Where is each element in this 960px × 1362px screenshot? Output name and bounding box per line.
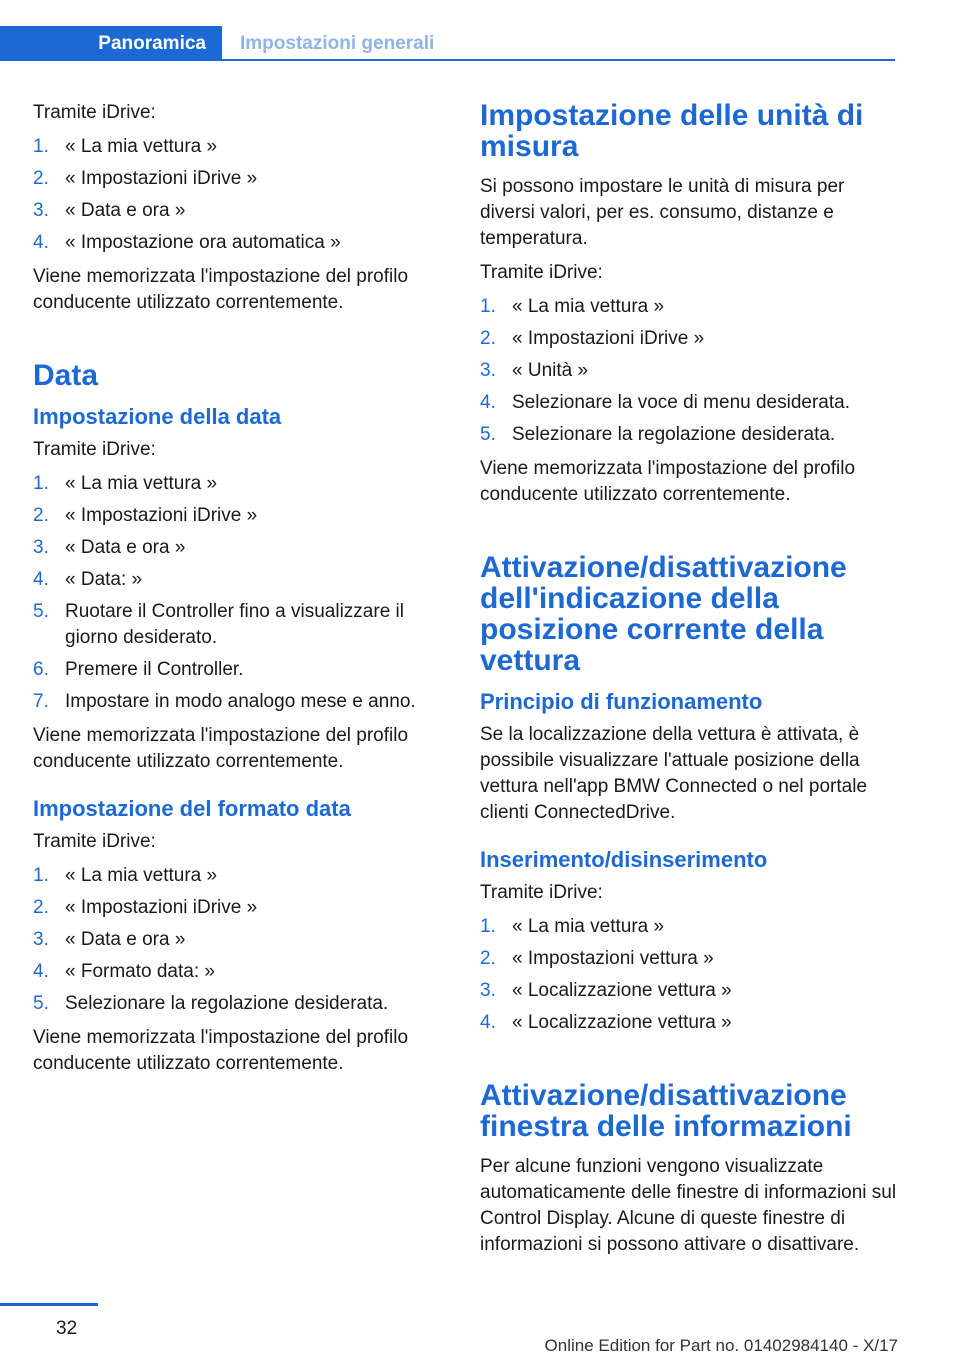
list-item — [480, 978, 900, 1004]
step-number: 2. — [480, 328, 496, 349]
step-number: 1. — [480, 296, 496, 317]
step-text: Selezionare la regolazione desiderata. — [65, 993, 389, 1014]
units-text: Si possono impostare le unità di misura per diversi valori, per es. consumo, distanze e temperatura. — [480, 176, 845, 249]
step-text: « La mia vettura » — [512, 916, 665, 937]
step-number: 4. — [480, 1012, 496, 1033]
principle-heading: Principio di funzionamento — [480, 689, 763, 714]
step-text: « La mia vettura » — [512, 296, 665, 317]
step-number: 1. — [33, 473, 49, 494]
list-item — [33, 657, 443, 683]
step-text: Ruotare il Controller fino a visualizzare il giorno desiderato. — [65, 601, 404, 648]
header-rule — [0, 59, 895, 61]
step-number: 3. — [33, 200, 49, 221]
step-text: « Data e ora » — [65, 200, 186, 221]
units-label: Tramite iDrive: — [480, 262, 603, 283]
units-heading: Impostazione delle unità di misura — [480, 99, 864, 163]
list-item — [33, 991, 443, 1017]
format-heading: Impostazione del formato data — [33, 796, 351, 821]
date-set-label: Tramite iDrive: — [33, 439, 156, 460]
list-item — [33, 535, 443, 561]
step-number: 1. — [480, 916, 496, 937]
step-text: « Unità » — [512, 360, 589, 381]
step-number: 5. — [480, 424, 496, 445]
list-item — [33, 471, 443, 497]
step-number: 3. — [480, 360, 496, 381]
step-number: 2. — [33, 505, 49, 526]
info-heading: Attivazione/disattivazione finestra delle informazioni — [480, 1079, 852, 1143]
units-steps — [480, 294, 900, 448]
list-item — [33, 895, 443, 921]
step-number: 3. — [33, 537, 49, 558]
step-text: « Impostazione ora automatica » — [65, 232, 341, 253]
list-item — [33, 927, 443, 953]
format-note: Viene memorizzata l'impostazione del profilo conducente utilizzato correntemente. — [33, 1027, 409, 1074]
onoff-steps — [480, 914, 900, 1036]
list-item — [480, 358, 900, 384]
step-text: Impostare in modo analogo mese e anno. — [65, 691, 416, 712]
tab-impostazioni-generali[interactable]: Impostazioni generali — [240, 32, 435, 54]
step-text: « Impostazioni iDrive » — [65, 897, 258, 918]
date-set-heading: Impostazione della data — [33, 404, 282, 429]
step-number: 1. — [33, 865, 49, 886]
step-text: « Impostazioni vettura » — [512, 948, 714, 969]
left-column — [33, 100, 443, 1085]
list-item — [33, 503, 443, 529]
step-text: « Data: » — [65, 569, 143, 590]
format-steps — [33, 863, 443, 1017]
onoff-heading: Inserimento/disinserimento — [480, 847, 768, 872]
step-text: « Localizzazione vettura » — [512, 1012, 732, 1033]
tab-panoramica[interactable]: Panoramica — [0, 26, 222, 61]
step-number: 2. — [33, 897, 49, 918]
step-number: 2. — [480, 948, 496, 969]
step-number: 6. — [33, 659, 49, 680]
intro-steps — [33, 134, 443, 256]
step-number: 1. — [33, 136, 49, 157]
date-set-steps — [33, 471, 443, 715]
step-number: 7. — [33, 691, 49, 712]
list-item — [33, 863, 443, 889]
step-number: 2. — [33, 168, 49, 189]
step-text: Premere il Controller. — [65, 659, 244, 680]
data-heading: Data — [33, 359, 99, 392]
step-number: 3. — [33, 929, 49, 950]
step-number: 4. — [33, 961, 49, 982]
step-number: 4. — [33, 569, 49, 590]
step-text: « Data e ora » — [65, 929, 186, 950]
units-note: Viene memorizzata l'impostazione del profilo conducente utilizzato correntemente. — [480, 458, 856, 505]
step-text: « La mia vettura » — [65, 136, 218, 157]
step-text: Selezionare la voce di menu desiderata. — [512, 392, 850, 413]
step-text: « Data e ora » — [65, 537, 186, 558]
list-item — [480, 946, 900, 972]
right-column — [480, 100, 900, 1266]
list-item — [480, 326, 900, 352]
list-item — [33, 599, 443, 651]
page-number: 32 — [56, 1318, 78, 1339]
info-text: Per alcune funzioni vengono visualizzate automaticamente delle finestre di informazioni sul Control Display. Alcune di queste finestre di informazioni si possono attivare o disattivare. — [480, 1156, 897, 1255]
step-number: 3. — [480, 980, 496, 1001]
step-text: « Impostazioni iDrive » — [65, 505, 258, 526]
edition-note: Online Edition for Part no. 01402984140 - X/17 — [544, 1336, 898, 1355]
list-item — [33, 166, 443, 192]
position-heading: Attivazione/disattivazione dell'indicazione della posizione corrente della vettura — [480, 551, 847, 677]
step-text: « Impostazioni iDrive » — [65, 168, 258, 189]
step-text: « Formato data: » — [65, 961, 215, 982]
list-item — [33, 689, 443, 715]
step-text: « La mia vettura » — [65, 865, 218, 886]
step-number: 4. — [480, 392, 496, 413]
list-item — [480, 914, 900, 940]
list-item — [33, 959, 443, 985]
date-set-note: Viene memorizzata l'impostazione del profilo conducente utilizzato correntemente. — [33, 725, 409, 772]
step-text: Selezionare la regolazione desiderata. — [512, 424, 836, 445]
list-item — [480, 390, 900, 416]
intro-label: Tramite iDrive: — [33, 102, 156, 123]
list-item — [33, 230, 443, 256]
step-text: « La mia vettura » — [65, 473, 218, 494]
intro-note: Viene memorizzata l'impostazione del profilo conducente utilizzato correntemente. — [33, 266, 409, 313]
onoff-label: Tramite iDrive: — [480, 882, 603, 903]
page-header — [0, 0, 895, 60]
list-item — [480, 422, 900, 448]
principle-text: Se la localizzazione della vettura è attivata, è possibile visualizzare l'attuale posizione della vettura nell'app BMW Connected o nel portale clienti ConnectedDrive. — [480, 724, 868, 823]
list-item — [480, 294, 900, 320]
step-number: 5. — [33, 601, 49, 622]
step-text: « Impostazioni iDrive » — [512, 328, 705, 349]
step-number: 4. — [33, 232, 49, 253]
format-label: Tramite iDrive: — [33, 831, 156, 852]
footer-rule — [0, 1303, 98, 1306]
list-item — [33, 198, 443, 224]
list-item — [480, 1010, 900, 1036]
step-text: « Localizzazione vettura » — [512, 980, 732, 1001]
list-item — [33, 567, 443, 593]
list-item — [33, 134, 443, 160]
step-number: 5. — [33, 993, 49, 1014]
